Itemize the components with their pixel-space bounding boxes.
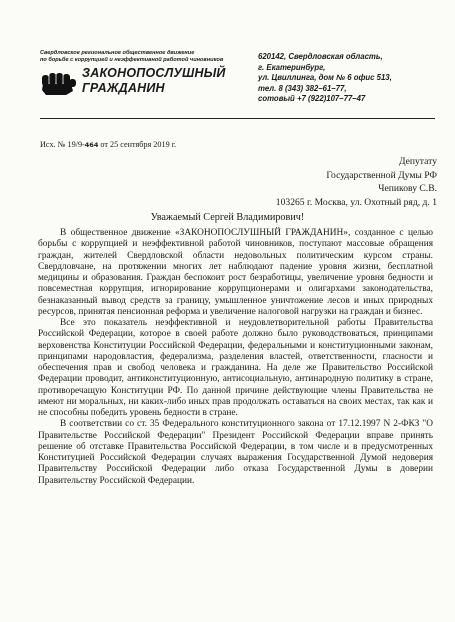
body-paragraph: Все это показатель неэффективной и неудовлетворительной работы Правительства Российской Федерации, которое в своей работе должно было руководствоваться, принципами верховенства Конституции Российской Федерации, федеральными и конституционными законам, принципами народовластия, федерализма, разделения властей, ответственности, гласности и обеспечения прав и свобод человека и гражданина. На деле же Правительство Российской Федерации проводит, антиконституционную, антисоциальную, антинародную политику в стране, противоречащую Конституции РФ. По данной причине действующие члены Правительства не имеют ни моральных, ни каких-либо иных прав продолжать оставаться на своих местах, так как и не способны победить уровень бедности в стране. [38,318,433,418]
recipient-address: 103265 г. Москва, ул. Охотный ряд, д. 1 [275,196,437,208]
outgoing-date: от 25 сентября 2019 г. [98,140,177,149]
body-paragraph: В соответствии со ст. 35 Федерального конституционного закона от 17.12.1997 N 2-ФКЗ "О Правительстве Российской Федерации" Президент Российской Федерации вправе принять решение об отставке Правительства Российской Федерации, в том числе и в предусмотренных Конституцией Российской Федерации случаях выражения Государственной Думой недоверия Правительству Российской Федерации либо отказа Государственной Думы в доверии Правительству Российской Федерации. [38,419,433,486]
body-paragraph: В общественное движение «ЗАКОНОПОСЛУШНЫЙ ГРАЖДАНИН», созданное с целью борьбы с коррупцией и неэффективной работой чиновников, поступают массовые обращения граждан, жителей Свердловской области недовольных политическим курсом страны. Свердловчане, на протяжении многих лет наблюдают падение уровня жизни, бесплатной медицины и образования. Граждан беспокоит рост безработицы, увеличение уровня бедности и повсеместная коррупция, игнорирование коррупционерами и олигархами законодательства, безнаказанный вывод средств за границу, умышленное уничтожение лесов и иных природных ресурсов, принятая пенсионная реформа и увеличение налоговой нагрузки на граждан и бизнес. [38,228,433,317]
recipient-name: Чепикову С.В. [378,183,437,194]
organization-description-line2: по борьбе с коррупцией и неэффективной работой чиновников [40,57,224,63]
address-line: 620142, Свердловская область, [258,52,383,61]
organization-name [82,66,252,96]
outgoing-number [40,140,260,150]
mobile-line: сотовый +7 (922)107–77–47 [258,94,366,103]
outgoing-number-handwritten: 464 [84,141,99,149]
address-line: г. Екатеринбург, [258,62,326,72]
salutation: Уважаемый Сергей Владимирович! [150,212,305,223]
outgoing-number-prefix: Исх. № 19/9- [40,140,85,149]
organization-description-line1: Свердловское региональное общественное движение [40,50,195,56]
organization-name-line2: ГРАЖДАНИН [82,81,165,95]
organization-description [40,50,250,64]
recipient-block [197,155,437,209]
recipient-organization: Государственной Думы РФ [326,169,437,181]
address-line: ул. Цвиллинга, дом № 6 офис 513, [258,73,392,82]
letterhead-divider [40,118,435,119]
recipient-title: Депутату [398,156,437,167]
fist-icon [40,66,78,96]
phone-line: тел. 8 (343) 382–61–77, [258,83,347,93]
organization-name-line1: ЗАКОНОПОСЛУШНЫЙ [82,66,226,80]
letter-body [38,228,433,487]
organization-address [258,52,448,105]
